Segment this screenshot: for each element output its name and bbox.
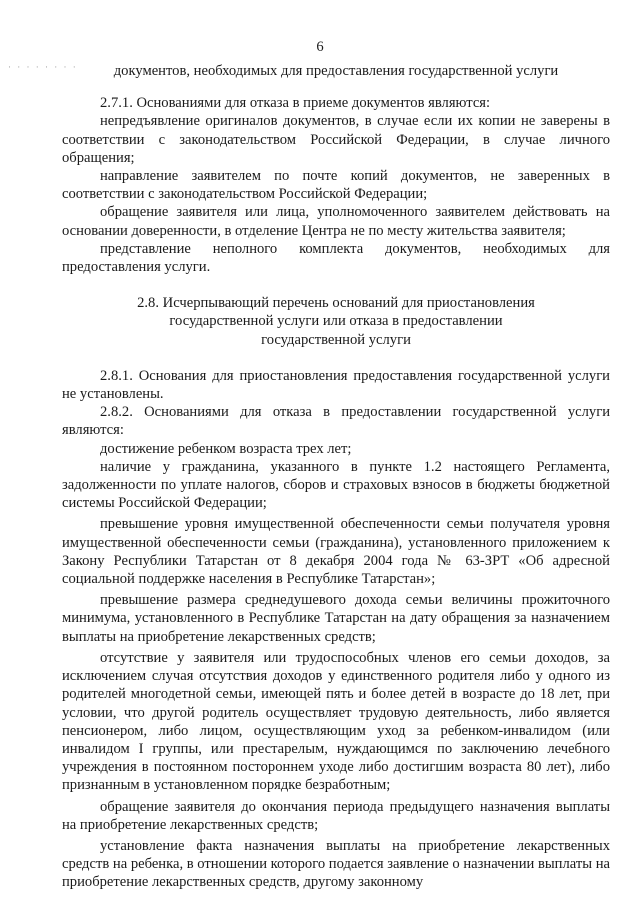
section-2-8-2-heading: 2.8.2. Основаниями для отказа в предоставлении государственной услуги являются: bbox=[62, 404, 610, 439]
section-2-8-2-item: установление факта назначения выплаты на приобретение лекарственных средств на ребенка, в отношении которого подается заявление о назначении выплаты на приобретение лекарственных средств, другому законному bbox=[62, 837, 610, 891]
document-body bbox=[62, 62, 610, 892]
section-2-8-2-item: превышение размера среднедушевого дохода семьи величины прожиточного минимума, установленного в Республике Татарстан на дату обращения за назначением выплаты на приобретение лекарственных средств; bbox=[62, 592, 610, 645]
scan-corner-mark: · · · · · · · · bbox=[8, 62, 78, 72]
section-2-8-2-item: превышение уровня имущественной обеспеченности семьи получателя уровня имущественной обеспеченности семьи (гражданина), установленного приложением к Закону Республики Татарстан от 8 декабря 2004 года № 63-ЗРТ «Об адресной социальной поддержке населения в Республике Татарстан»; bbox=[62, 516, 610, 588]
section-2-8-2-item: отсутствие у заявителя или трудоспособных членов его семьи доходов, за исключением случая отсутствия доходов у единственного родителя либо у одного из родителей многодетной семьи, имеющей пять и более детей в возрасте до 18 лет, при условии, что другой родитель осуществляет трудовую деятельность, либо является пенсионером, либо лицом, осуществляющим уход за ребенком-инвалидом (или инвалидом I группы, или престарелым, нуждающимся по заключению лечебного учреждения в постоянном постороннем уходе либо достигшим возраста 80 лет), либо признанным в установленном порядке безработным; bbox=[62, 649, 610, 794]
section-2-8-1-paragraph: 2.8.1. Основания для приостановления предоставления государственной услуги не установлены. bbox=[62, 367, 610, 403]
section-title-line: 2.8. Исчерпывающий перечень оснований для приостановления bbox=[137, 295, 535, 312]
section-2-8-2-item: достижение ребенком возраста трех лет; bbox=[100, 440, 352, 457]
section-title-line: государственной услуги bbox=[261, 331, 411, 348]
section-2-8-2-item: наличие у гражданина, указанного в пункте 1.2 настоящего Регламента, задолженности по уплате налогов, сборов и страховых взносов в бюджеты бюджетной системы Российской Федерации; bbox=[62, 458, 610, 512]
section-2-7-1-heading: 2.7.1. Основаниями для отказа в приеме документов являются: bbox=[100, 95, 491, 112]
section-2-8-2-item: обращение заявителя до окончания периода предыдущего назначения выплаты на приобретение лекарственных средств; bbox=[62, 798, 610, 833]
page-number: 6 bbox=[316, 39, 324, 55]
section-2-8-title bbox=[62, 294, 610, 349]
section-2-7-1-item: непредъявление оригиналов документов, в случае если их копии не заверены в соответствии с законодательством Российской Федерации, в случае личного обращения; bbox=[62, 113, 610, 166]
section-title-line: государственной услуги или отказа в предоставлении bbox=[169, 313, 503, 330]
section-2-7-1-item: представление неполного комплекта документов, необходимых для предоставления услуги. bbox=[62, 240, 610, 276]
section-2-7-1-item: обращение заявителя или лица, уполномоченного заявителем действовать на основании доверенности, в отделение Центра не по месту жительства заявителя; bbox=[62, 204, 610, 239]
section-2-7-1-item: направление заявителем по почте копий документов, не заверенных в соответствии с законодательством Российской Федерации; bbox=[62, 168, 610, 203]
top-continuation-line: документов, необходимых для предоставления государственной услуги bbox=[113, 63, 559, 79]
